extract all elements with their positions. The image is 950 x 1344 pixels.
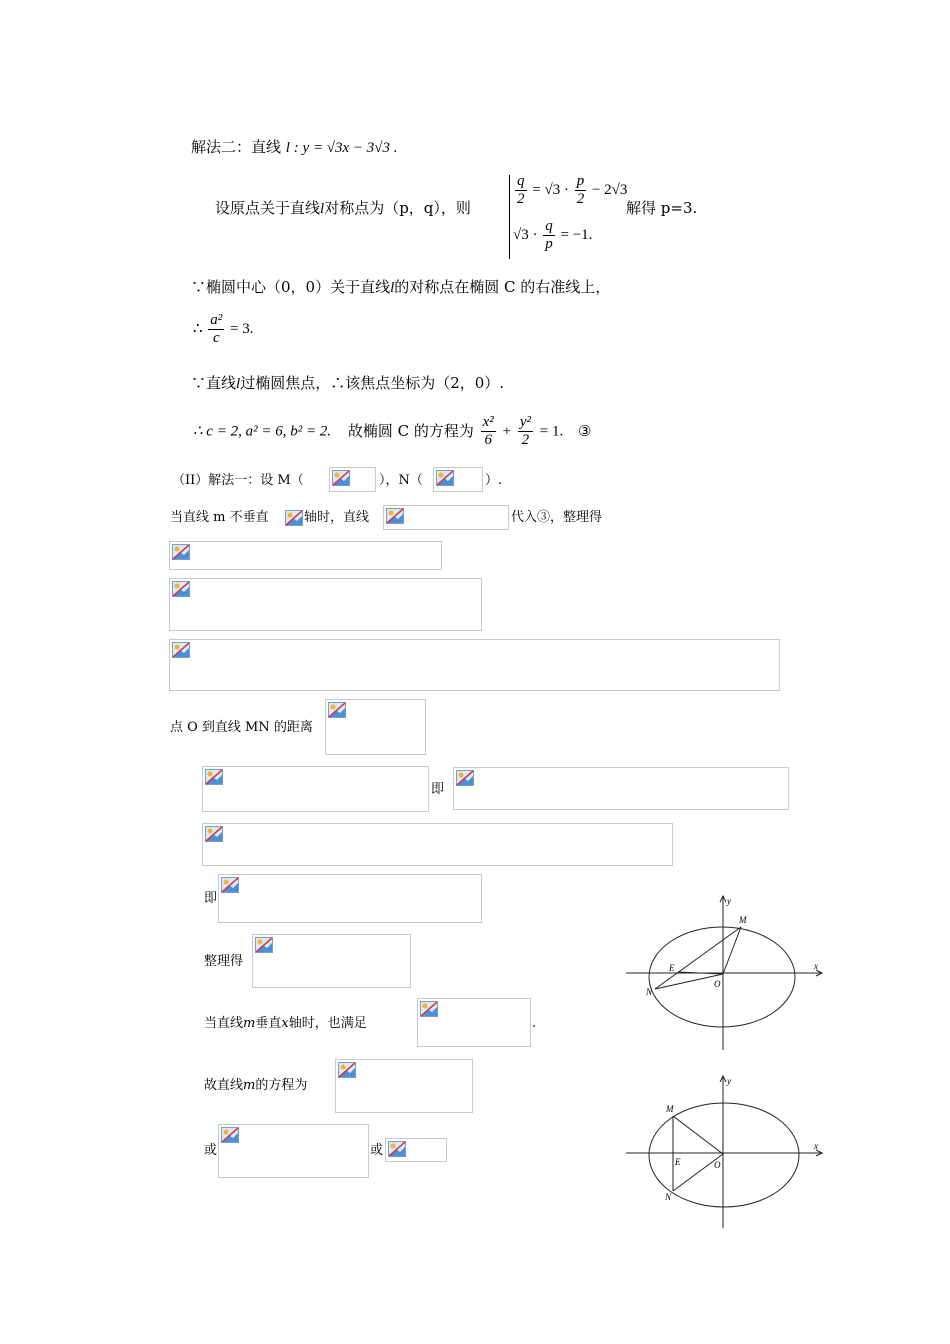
ji-label-2: 即 xyxy=(204,891,218,906)
center-b: 的对称点在椭圆 C 的右准线上， xyxy=(394,278,611,296)
method2-heading-line xyxy=(191,137,397,158)
vertical-c: 轴时，也满足 xyxy=(288,1016,367,1031)
broken-image-icon xyxy=(172,544,190,560)
o-label-1: O xyxy=(714,979,721,989)
broken-image-icon xyxy=(328,702,346,718)
system-equation-1 xyxy=(513,173,627,208)
y-label-2: y xyxy=(727,1076,731,1086)
n-label-1: N xyxy=(646,987,653,997)
not-vertical-b: 轴时，直线 xyxy=(304,510,370,525)
symmetric-rest: 对称点为（p，q），则 xyxy=(324,199,471,217)
not-vertical-a: 当直线 m 不垂直 xyxy=(170,510,269,525)
vertical-x: x xyxy=(281,1016,289,1031)
conclusion-text: 故椭圆 C 的方程为 xyxy=(347,421,474,440)
symmetric-intro: 设原点关于直线 xyxy=(215,199,321,217)
part2-close1: ），N（ xyxy=(379,473,423,488)
m-label-1: M xyxy=(739,915,747,925)
focus-a: ∵直线 xyxy=(191,374,237,392)
ellipse-figure-2 xyxy=(622,1072,834,1232)
line-eq-m: m xyxy=(243,1078,256,1093)
distance-label: 点 O 到直线 MN 的距离 xyxy=(170,720,313,735)
vertical-a: 当直线 xyxy=(204,1016,244,1031)
broken-image-icon xyxy=(172,581,190,597)
e-label-2: E xyxy=(675,1157,681,1167)
directrix-equation xyxy=(193,312,254,347)
x-label-2: x xyxy=(814,1141,818,1151)
focus-l: l xyxy=(236,376,241,392)
eq2-p: p xyxy=(545,236,553,252)
formula-image-5 xyxy=(453,767,789,810)
focus-statement xyxy=(191,373,504,394)
param-values: ∴ c = 2, a² = 6, b² = 2. xyxy=(193,423,332,440)
six: 6 xyxy=(484,432,492,448)
center-statement xyxy=(191,277,610,298)
broken-image-icon xyxy=(338,1062,356,1078)
plus-sign: + xyxy=(502,423,512,440)
system-equation-2 xyxy=(513,218,592,253)
eq2-lhs: √3 · xyxy=(513,226,538,243)
broken-image-icon xyxy=(332,470,350,486)
m-label-2: M xyxy=(666,1104,674,1114)
eq1-rhs: − 2√3 xyxy=(591,181,628,198)
center-a: ∵椭圆中心（0，0）关于直线 xyxy=(191,278,391,296)
broken-image-icon xyxy=(221,1127,239,1143)
broken-image-icon xyxy=(172,642,190,658)
y-squared: y² xyxy=(519,414,531,430)
formula-image-4 xyxy=(202,766,429,812)
center-l: l xyxy=(390,280,395,296)
line-eq-a: 故直线 xyxy=(204,1078,244,1093)
formula-image-2 xyxy=(169,578,482,631)
formula-image-8 xyxy=(252,934,411,988)
method2-heading: 解法二：直线 xyxy=(191,138,282,156)
ellipse-figure-1 xyxy=(622,892,834,1054)
formula-image-7 xyxy=(218,874,482,923)
period: . xyxy=(532,1016,537,1031)
ji-label-1: 即 xyxy=(431,782,445,797)
zhengli-label: 整理得 xyxy=(204,954,244,969)
formula-image-1 xyxy=(169,541,442,570)
broken-image-icon xyxy=(436,470,454,486)
eq1-p: p xyxy=(576,173,585,189)
huo-label-1: 或 xyxy=(204,1143,218,1158)
broken-image-icon xyxy=(205,769,223,785)
y-label-1: y xyxy=(727,896,731,906)
ellipse-conclusion xyxy=(193,414,591,449)
line-m-equation-image xyxy=(383,505,509,530)
n-label-2: N xyxy=(665,1192,672,1202)
broken-image-icon xyxy=(221,877,239,893)
not-vertical-c: 代入③，整理得 xyxy=(511,510,603,525)
n-coord-image xyxy=(433,467,483,492)
formula-image-9 xyxy=(417,998,531,1047)
formula-image-6 xyxy=(202,823,673,866)
system-brace xyxy=(509,175,510,259)
formula-image-12 xyxy=(385,1138,447,1162)
huo-label-2: 或 xyxy=(370,1143,384,1158)
broken-image-icon xyxy=(420,1001,438,1017)
broken-image-icon xyxy=(255,937,273,953)
line-l-equation: l : y = √3x − 3√3 . xyxy=(285,140,398,156)
part2-close2: ）. xyxy=(485,473,503,488)
ellipse-2 xyxy=(649,1103,799,1207)
two: 2 xyxy=(521,432,530,448)
broken-image-icon xyxy=(456,770,474,786)
eq1-q: q xyxy=(517,173,525,189)
eq1-den: 2 xyxy=(517,191,525,207)
eq2-q: q xyxy=(545,218,553,234)
vertical-b: 垂直 xyxy=(255,1016,282,1031)
formula-image-3 xyxy=(169,639,780,691)
part2-intro: （II）解法一：设 M（ xyxy=(172,473,304,488)
line-eq-label xyxy=(204,1076,307,1096)
eq1-mid: = √3 · xyxy=(532,181,569,198)
equals-3: = 3. xyxy=(230,320,254,337)
symmetric-l: l xyxy=(320,201,325,217)
x-axis-image xyxy=(285,509,305,527)
a-squared: a² xyxy=(210,312,223,328)
formula-image-10 xyxy=(335,1059,473,1113)
e-label-1: E xyxy=(669,963,675,973)
x-label-1: x xyxy=(814,961,818,971)
broken-image-icon xyxy=(205,826,223,842)
equals-1: = 1. xyxy=(539,423,564,440)
broken-image-icon xyxy=(388,1141,406,1157)
eq1-den2: 2 xyxy=(576,191,585,207)
c-symbol: c xyxy=(212,330,220,346)
broken-image-icon xyxy=(386,508,404,524)
vertical-m: m xyxy=(243,1016,256,1031)
broken-image-icon xyxy=(285,510,303,526)
vertical-case xyxy=(204,1014,367,1034)
x-squared: x² xyxy=(482,414,494,430)
eq2-rhs: = −1. xyxy=(560,226,593,243)
line-eq-b: 的方程为 xyxy=(255,1078,308,1093)
therefore-symbol: ∴ xyxy=(193,320,203,337)
focus-b: 过椭圆焦点，∴该焦点坐标为（2，0）. xyxy=(240,374,505,392)
m-coord-image xyxy=(329,467,376,492)
distance-formula-image xyxy=(325,699,426,755)
solve-p: 解得 p=3. xyxy=(626,199,698,217)
o-label-2: O xyxy=(714,1160,721,1170)
om-segment-2 xyxy=(673,1116,723,1154)
circled-3: ③ xyxy=(578,421,592,440)
formula-image-11 xyxy=(218,1124,369,1178)
symmetric-point-line xyxy=(215,198,471,219)
